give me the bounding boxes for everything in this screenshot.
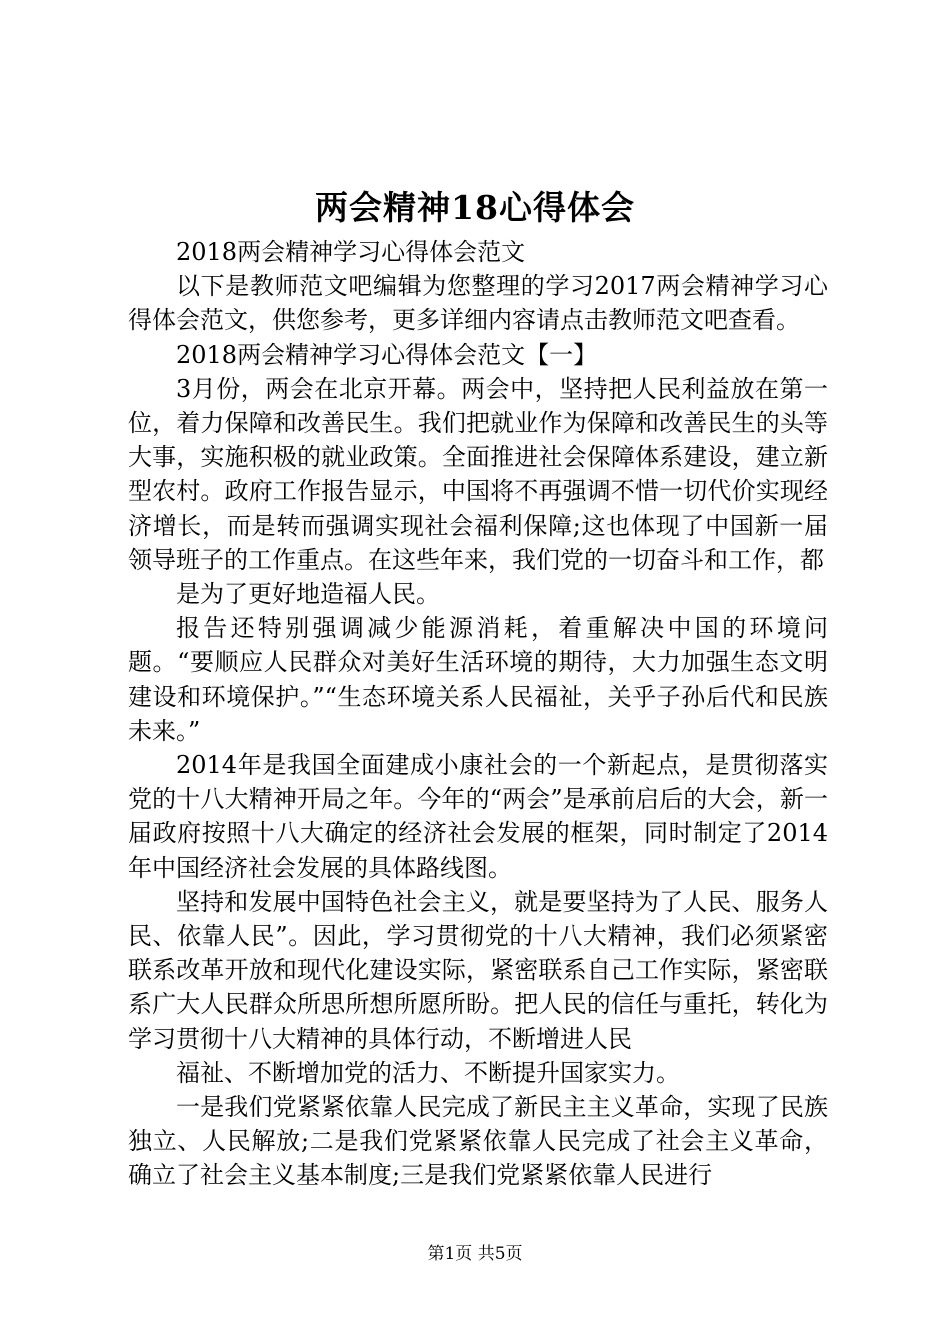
page-footer: 第1页 共5页 xyxy=(427,1244,523,1264)
paragraph-body: 2014年是我国全面建成小康社会的一个新起点，是贯彻落实党的十八大精神开局之年。今年的“两会”是承前启后的大会，新一届政府按照十八大确定的经济社会发展的框架，同时制定了2014年中国经济社会发展的具体路线图。 xyxy=(128,751,828,882)
paragraph-body: 坚持和发展中国特色社会主义，就是要坚持为了人民、服务人民、依靠人民”。因此，学习贯彻党的十八大精神，我们必须紧密联系改革开放和现代化建设实际，紧密联系自己工作实际，紧密联系广大人民群众所思所想所愿所盼。把人民的信任与重托，转化为学习贯彻十八大精神的具体行动，不断增进人民 xyxy=(128,887,828,1053)
paragraph-body: 3月份，两会在北京开幕。两会中，坚持把人民利益放在第一位，着力保障和改善民生。我们把就业作为保障和改善民生的头等大事，实施积极的就业政策。全面推进社会保障体系建设，建立新型农村。政府工作报告显示，中国将不再强调不惜一切代价实现经济增长，而是转而强调实现社会福利保障;这也体现了中国新一届领导班子的工作重点。在这些年来，我们党的一切奋斗和工作，都 xyxy=(128,374,828,574)
paragraph-intro: 以下是教师范文吧编辑为您整理的学习2017两会精神学习心得体会范文，供您参考，更多详细内容请点击教师范文吧查看。 xyxy=(128,272,828,335)
paragraph-section-heading: 2018两会精神学习心得体会范文【一】 xyxy=(176,340,598,369)
document-title: 两会精神18心得体会 xyxy=(315,188,635,227)
paragraph-body: 一是我们党紧紧依靠人民完成了新民主主义革命，实现了民族独立、人民解放;二是我们党紧紧依靠人民完成了社会主义革命，确立了社会主义基本制度;三是我们党紧紧依靠人民进行 xyxy=(128,1093,828,1190)
paragraph-subtitle: 2018两会精神学习心得体会范文 xyxy=(176,238,526,266)
paragraph-body: 报告还特别强调减少能源消耗，着重解决中国的环境问题。“要顺应人民群众对美好生活环境的期待，大力加强生态文明建设和环境保护。”“生态环境关系人民福祉，关乎子孙后代和民族未来。” xyxy=(128,614,828,745)
paragraph-body: 是为了更好地造福人民。 xyxy=(176,580,440,609)
document-body xyxy=(128,235,828,1193)
paragraph-body: 福祉、不断增加党的活力、不断提升国家实力。 xyxy=(176,1058,680,1087)
